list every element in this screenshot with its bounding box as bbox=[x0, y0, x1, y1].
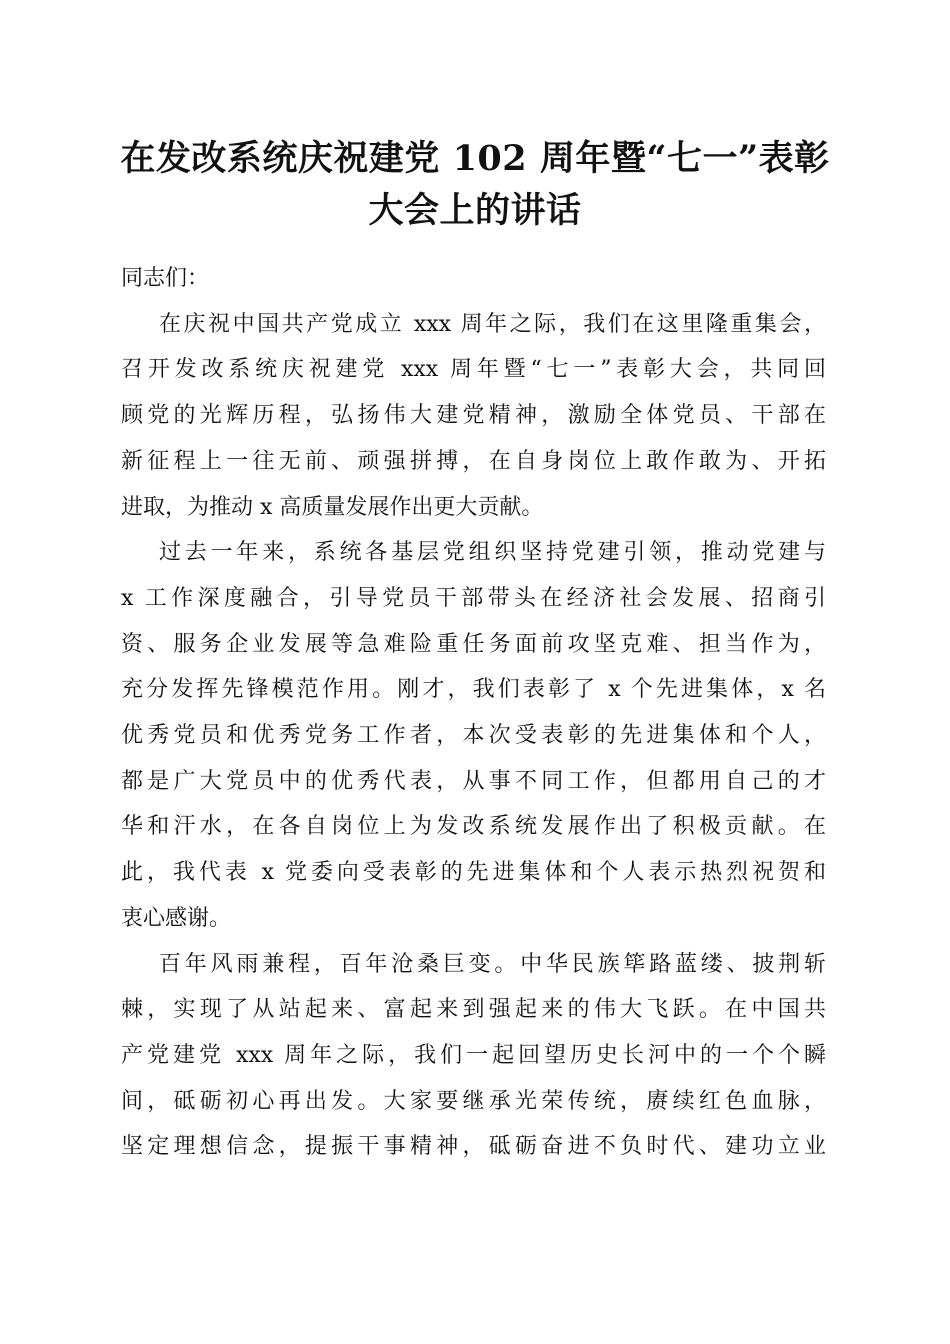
text-line: 进取，为推动 x 高质量发展作出更大贡献。 bbox=[121, 494, 544, 520]
text-line: 召开发改系统庆祝建党 xxx 周年暨“七一”表彰大会，共同回 bbox=[121, 357, 826, 383]
text-line: x 工作深度融合，引导党员干部带头在经济社会发展、招商引 bbox=[121, 585, 826, 611]
text-line: 过去一年来，系统各基层党组织坚持党建引领，推动党建与 bbox=[159, 540, 826, 566]
text-line: 百年风雨兼程，百年沧桑巨变。中华民族筚路蓝缕、披荆斩 bbox=[159, 951, 826, 977]
text-line: 资、服务企业发展等急难险重任务面前攻坚克难、担当作为， bbox=[121, 631, 826, 657]
text-line: 在庆祝中国共产党成立 xxx 周年之际，我们在这里隆重集会， bbox=[159, 311, 826, 337]
text-line: 棘，实现了从站起来、富起来到强起来的伟大飞跃。在中国共 bbox=[121, 997, 826, 1023]
text-line: 坚定理想信念，提振干事精神，砥砺奋进不负时代、建功立业 bbox=[121, 1134, 826, 1160]
text-line: 间，砥砺初心再出发。大家要继承光荣传统，赓续红色血脉， bbox=[121, 1088, 826, 1114]
paragraph-3 bbox=[121, 942, 826, 1171]
text-line: 新征程上一往无前、顽强拼搏，在自身岗位上敢作敢为、开拓 bbox=[121, 448, 826, 474]
paragraph-2 bbox=[121, 530, 826, 941]
text-line: 优秀党员和优秀党务工作者，本次受表彰的先进集体和个人， bbox=[121, 723, 826, 749]
text-line: 华和汗水，在各自岗位上为发改系统发展作出了积极贡献。在 bbox=[121, 814, 826, 840]
text-line: 衷心感谢。 bbox=[121, 905, 232, 931]
text-line: 充分发挥先锋模范作用。刚才，我们表彰了 x 个先进集体，x 名 bbox=[121, 677, 826, 703]
title-line-1: 在发改系统庆祝建党 102 周年暨“七一”表彰 bbox=[120, 138, 830, 179]
text-line: 都是广大党员中的优秀代表，从事不同工作，但都用自己的才 bbox=[121, 768, 826, 794]
salutation: 同志们： bbox=[121, 266, 210, 291]
title-line-2: 大会上的讲话 bbox=[368, 190, 582, 231]
document-title bbox=[100, 133, 850, 237]
text-line: 顾党的光辉历程，弘扬伟大建党精神，激励全体党员、干部在 bbox=[121, 403, 826, 429]
text-line: 此，我代表 x 党委向受表彰的先进集体和个人表示热烈祝贺和 bbox=[121, 860, 826, 886]
text-line: 产党建党 xxx 周年之际，我们一起回望历史长河中的一个个瞬 bbox=[121, 1042, 826, 1068]
speech-body bbox=[121, 256, 826, 1170]
paragraph-1 bbox=[121, 302, 826, 531]
